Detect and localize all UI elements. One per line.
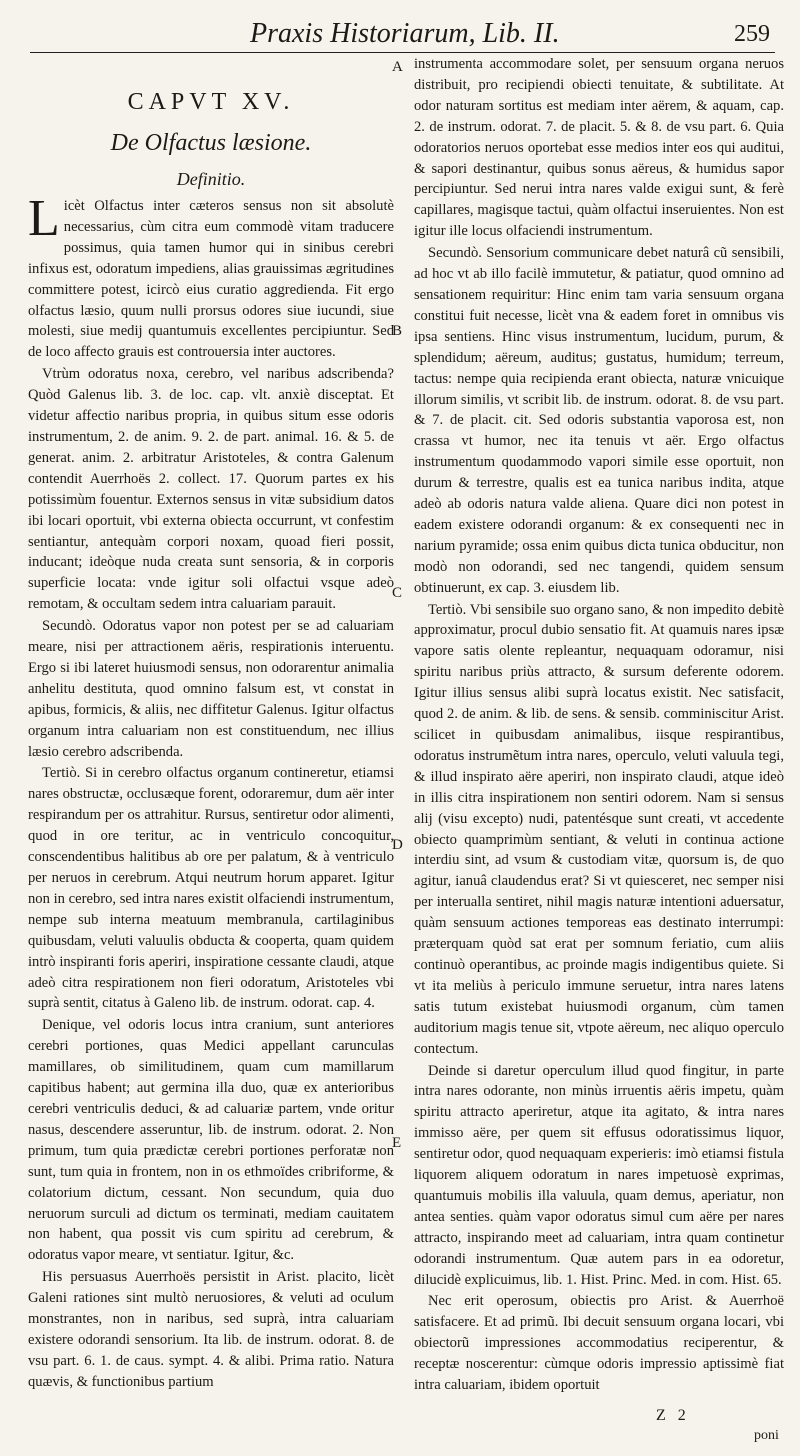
margin-marker-e: E xyxy=(392,1135,402,1151)
header-rule xyxy=(30,52,775,53)
paragraph: His persuasus Auerrhoës persistit in Arist. placito, licèt Galeni rationes sint multò neruosiores, & veluti ad oculum monstrantes, non in naribus, sed suprà, intra caluariam existere odorandi sensorium. Ita lib. de instrum. odorat. 8. de vsu part. 6. 1. de caus. sympt. 4. & alibi. Prima ratio. Natura quævis, & functionibus partium xyxy=(28,1269,394,1390)
section-subheading: Definitio. xyxy=(176,169,246,189)
margin-marker-d: D xyxy=(392,837,403,853)
paragraph: Vtrùm odoratus noxa, cerebro, vel naribus adscribenda? Quòd Galenus lib. 3. de loc. cap. vlt. anxiè disceptat. Et videtur affectio naribus propria, in quibus situm esse odoris instrumentum, 2. de anim. 9. 2. de part. animal. 16. & 5. de generat. anim. 2. arbitratur Aristoteles, & contra Galenum contendit Auerrhoës 2. collect. 17. Quorum partes ex his potissimùm fouentur. Externos sensus in vitæ subsidium datos ibi locari oportuit, vbi externa obiecta occurrunt, vt confestim sentiantur, antequàm corpori noxam, quoad fieri possit, inducant; ideòque nuda creata sunt sensoria, & in corporis superficie locata: vnde igitur soli olfactui vsque adeò remotam, & occultam sedem intra caluariam parauit. xyxy=(28,366,394,613)
paragraph: Denique, vel odoris locus intra cranium, sunt anteriores cerebri portiones, quas Medici appellant carunculas mamillares, ob similitudinem, quam cum mamillarum capitibus habent; aut germina illa duo, quæ ex anterioribus cerebri ventriculis deduci, & ad caluariæ partem, vnde oritur nasus, descendere asseruntur, lib. de instrum. odorat. 2. Non primum, tum quia prædictæ cerebri portiones perforatæ non sunt, tum quia in frontem, non in os ethmoïdes cribriforme, & colatorium dictum, cessant. Non secundum, quia duo neruorum surculi ad dictum os terminati, mediam cauitatem non habent, qua possit vis cum spiritu ad cerebrum, & odoratus vapor meare, vt sentiatur. Igitur, &c. xyxy=(28,1017,394,1264)
signature-mark: Z 2 xyxy=(656,1407,690,1424)
left-column xyxy=(28,84,394,1393)
margin-marker-a: A xyxy=(392,59,403,75)
paragraph: Deinde si daretur operculum illud quod fingitur, in parte intra nares odorante, non minùs irruentis aëris impetu, quàm spiritu attracto aperiretur, atque ita agitato, & intra nares immisso aëre, per quem sit effusus odoratissimus liquor, sentiretur odor, quod nequaquam experieris: imò etiamsi fistula liquorem aliquem odoratum in nares impetuosè exprimas, quantumuis mobilis illa valuula, quam demus, aperiatur, non antea senties. quàm vapor odoratus simul cum aëre per nares attracto, inspirando meet ad caluariam, intra quam continetur odorandi instrumentum. Quæ autem pars in ea odoretur, dilucidè explicuimus, lib. 1. Hist. Princ. Med. in com. Hist. 65. xyxy=(414,1062,784,1288)
paragraph: instrumenta accommodare solet, per sensuum organa neruos distribuit, pro recipiendi obiecti tenuitate, & subtilitate. At odor naturam sortitus est mediam inter aërem, & aquam, cap. 2. de instrum. odorat. 7. de placit. 5. & 8. de vsu part. 6. Quia odoratorios neruos oportebat esse medios inter eos qui auditui, & sapori destinantur, quibus sonus aëreus, & humidus sapor percipiuntur. Sed nerui intra nares valde exigui sunt, & ferè capillares, magisque tactui, quàm olfactui inseruientes. Non est igitur ille locus olfaciendi instrumentum. xyxy=(414,56,784,240)
margin-marker-b: B xyxy=(392,323,403,339)
paragraph: Tertiò. Vbi sensibile suo organo sano, & non impedito debitè approximatur, procul dubio sensatio fit. At quamuis nares ipsæ vapore satis olente repleantur, nequaquam odoramur, nisi spiritu naribus priùs attracto, & sursum deferente odorem. Igitur illius sensus alibi suprà locatus existit. Nec satisfacit, quod 2. de anim. & lib. de sens. & sensib. comminiscitur Arist. scilicet in quibusdam animalibus, iisque respirantibus, odoratus instrumẽtum intra nares, operculo, veluti valuula tegi, & illud inspirato aëre aperiri, non inspirato claudi, atque ideò in illis citra inspirationem non sentiri odorem. Nam si sensus alij (visu excepto) nudi, patentésque sunt creati, vt accedente obiecto quamprimùm sentiant, & veluti in continua actione interdiu sint, ad vsum & custodiam vitæ, quorsum is, de quo agitur, ianuâ claudendus erat? Si vt quiesceret, nec semper nisi per interualla sentiret, nihil magis naturæ intentioni aduersatur, quàm sensuum actiones temporeas eas destinato interrumpi: præterquam quòd sat erat per somnum feriatio, cum aliis continuò operantibus, ac proinde magis indigentibus quiete. Si vt ita meliùs à periculo immune seruetur, intra nares latens satis tutum existebat huiusmodi organum, cùm tamen auditorium magis tenue sit, vtpote aëreum, nec aliquo operculo contectum. xyxy=(414,601,784,1057)
drop-cap: L xyxy=(28,190,60,247)
running-head xyxy=(250,14,770,54)
running-title: Praxis Historiarum, Lib. II. xyxy=(250,18,560,49)
paragraph-text: icèt Olfactus inter cæteros sensus non sit absolutè necessarius, cùm citra eum commodè vitam traducere possimus, quia tamen humor qui in sinibus cerebri infixus est, odoratum impediens, alias grauissimas ægritudines committere potest, icircò eius curatio aggredienda. Fit ergo olfactus læsio, quum nulli prorsus odores siue iucundi, siue molesti, siue medij quantumuis excellentes percipiuntur. Sed de loco affecto grauis est controuersia inter auctores. xyxy=(28,198,394,361)
margin-marker-c: C xyxy=(392,585,403,601)
paragraph: Secundò. Sensorium communicare debet naturâ cũ sensibili, ad hoc vt ab illo facilè immutetur, & patiatur, quod omnino ad sensationem requiritur: Hinc enim tam varia sensuum organa constitui fuit necesse, licèt vna & eadem foret in omnibus vis ipsa sentiens. Hinc visus instrumentum, lucidum, purum, & splendidum; aëreum, auditus; gustatus, humidum; terreum, tactus: nempe quia recipienda erant obiecta, naturæ vnicuique illorum similis, vt scribit lib. de instrum. odorat. 8. de vsu part. & 7. de placit. cit. Sed odoris substantia vaporosa est, non crassa vt humor, nec ita tenuis vt aër. Ergo olfactus instrumentum quodammodo vapori simile esse oportuit, non durum & terrestre, qualis est ea tunica naribus indita, atque adeò ab odoris natura valde aliena. Quare dici non potest in eadem existere odorandi organum: & ex consequenti nec in narium pyramide; ossa enim quibus dicta tunica obducitur, non modò non odorandi, sed nec tangendi, quidem sensum obtinuerunt, ex cap. 3. eiusdem lib. xyxy=(414,245,784,596)
paragraph: Nec erit operosum, obiectis pro Arist. & Auerrhoë satisfacere. Et ad primũ. Ibi decuit sensuum organa locari, vbi obiectorũ impressiones accommodatius reciperentur, & receptæ noscerentur: cùmque odoris impressio aptissimè fiat intra caluariam, ibidem oportuit xyxy=(414,1293,784,1394)
chapter-heading: CAPVT XV. xyxy=(127,89,295,115)
paragraph: Tertiò. Si in cerebro olfactus organum contineretur, etiamsi nares obstructæ, occlusæque forent, odoraremur, dum aër inter respirandum per os attrahitur. Rursus, sentiretur odor alimenti, quod in ore teritur, ac in ventriculo concoquitur, conscendentibus halitibus ab ore per palatum, & à ventriculo per neruos in cerebrum. Atqui neutrum horum apparet. Igitur non in cerebro, sed intra nares existit olfaciendi instrumentum, nempe sub interna meatuum membranula, cartilaginibus quibusdam, veluti valuulis obducta & cooperta, quam quidem intrò inspiranti foris aperiri, inspiratione cessante claudi, atque adeò citra respirationem non fieri odoratum, Aristoteles vbi suprà sentit, citatus à Galeno lib. de instrum. odorat. cap. 4. xyxy=(28,765,394,1012)
chapter-title: De Olfactus læsione. xyxy=(110,130,312,156)
right-column xyxy=(414,54,784,1396)
page-number: 259 xyxy=(734,21,770,47)
paragraph: Secundò. Odoratus vapor non potest per se ad caluariam meare, nisi per attractionem aëris, respirationis interuentu. Ergo si ibi lateret huiusmodi sensus, non odorarentur animalia anhelitu destituta, quod omnino falsum est, vt constat in apibus, formicis, & aliis, nec diffitetur Galenus. Igitur olfactus organum intra caluariam non est constituendum, nec illius læsio cerebro adscribenda. xyxy=(28,618,394,760)
catchword: poni xyxy=(754,1428,779,1443)
paragraph-definition xyxy=(28,190,394,363)
